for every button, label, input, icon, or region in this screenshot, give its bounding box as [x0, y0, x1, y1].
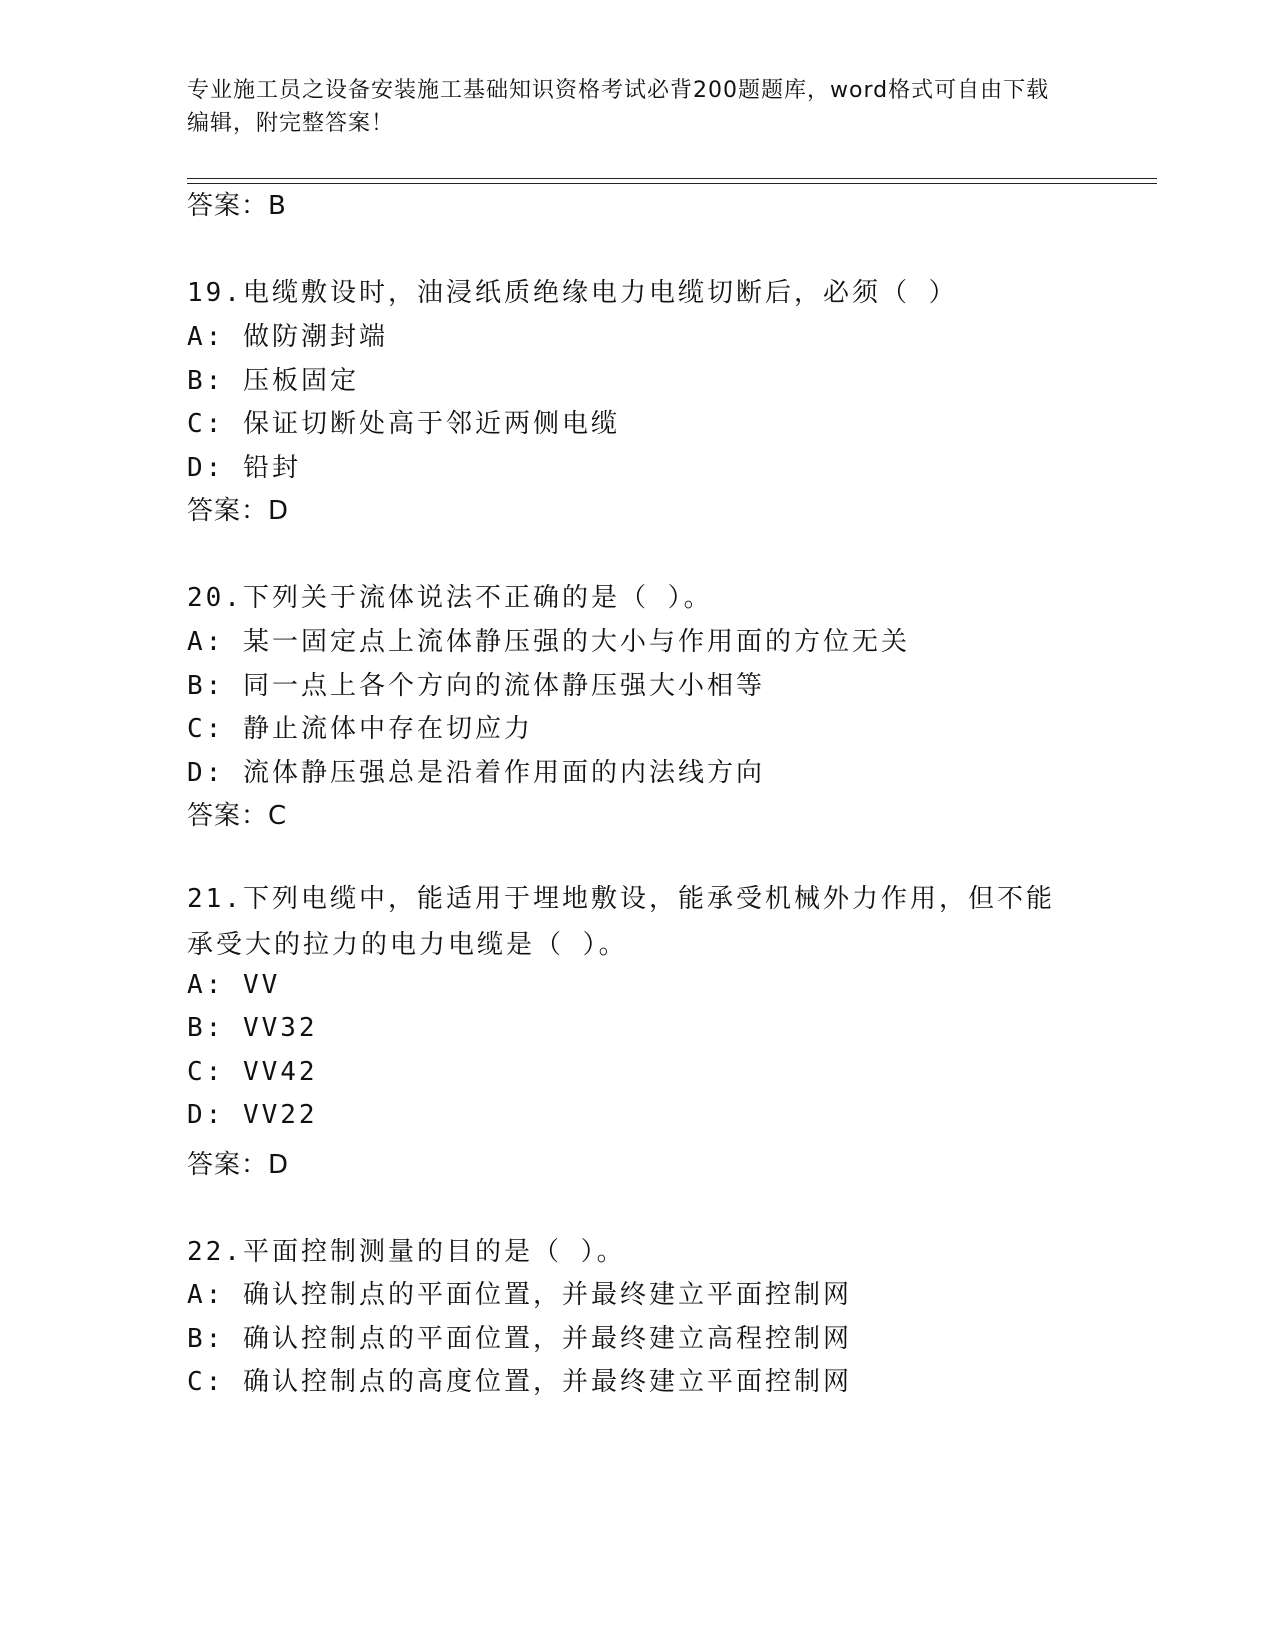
answer-line: 答案：B [187, 191, 287, 221]
question-stem: 20.下列关于流体说法不正确的是（ ）。 [187, 583, 713, 613]
option-c: C: 保证切断处高于邻近两侧电缆 [187, 409, 620, 439]
option-c: C: 确认控制点的高度位置，并最终建立平面控制网 [187, 1367, 852, 1397]
option-a: A: 做防潮封端 [187, 322, 388, 352]
question-stem: 19.电缆敷设时，油浸纸质绝缘电力电缆切断后，必须（ ） [187, 278, 958, 308]
option-a: A: 确认控制点的平面位置，并最终建立平面控制网 [187, 1280, 852, 1310]
option-c: C: 静止流体中存在切应力 [187, 714, 533, 744]
option-b: B: VV32 [187, 1013, 318, 1043]
header-rule-top [187, 178, 1157, 179]
option-a: A: 某一固定点上流体静压强的大小与作用面的方位无关 [187, 627, 910, 657]
option-b: B: 同一点上各个方向的流体静压强大小相等 [187, 671, 765, 701]
question-stem: 22.平面控制测量的目的是（ ）。 [187, 1237, 626, 1267]
header-rule-bottom [187, 183, 1157, 184]
answer-line: 答案：C [187, 801, 288, 831]
option-d: D: 铅封 [187, 453, 301, 483]
option-b: B: 压板固定 [187, 366, 359, 396]
option-c: C: VV42 [187, 1057, 318, 1087]
question-stem: 21.下列电缆中，能适用于埋地敷设，能承受机械外力作用，但不能承受大的拉力的电力电缆是（ ）。 [187, 884, 1055, 960]
option-d: D: VV22 [187, 1100, 318, 1130]
option-b: B: 确认控制点的平面位置，并最终建立高程控制网 [187, 1324, 852, 1354]
answer-line: 答案：D [187, 1150, 290, 1180]
page-header: 专业施工员之设备安装施工基础知识资格考试必背200题题库，word格式可自由下载编辑，附完整答案！ [187, 78, 1050, 136]
answer-line: 答案：D [187, 496, 290, 526]
option-a: A: VV [187, 970, 281, 1000]
option-d: D: 流体静压强总是沿着作用面的内法线方向 [187, 758, 765, 788]
